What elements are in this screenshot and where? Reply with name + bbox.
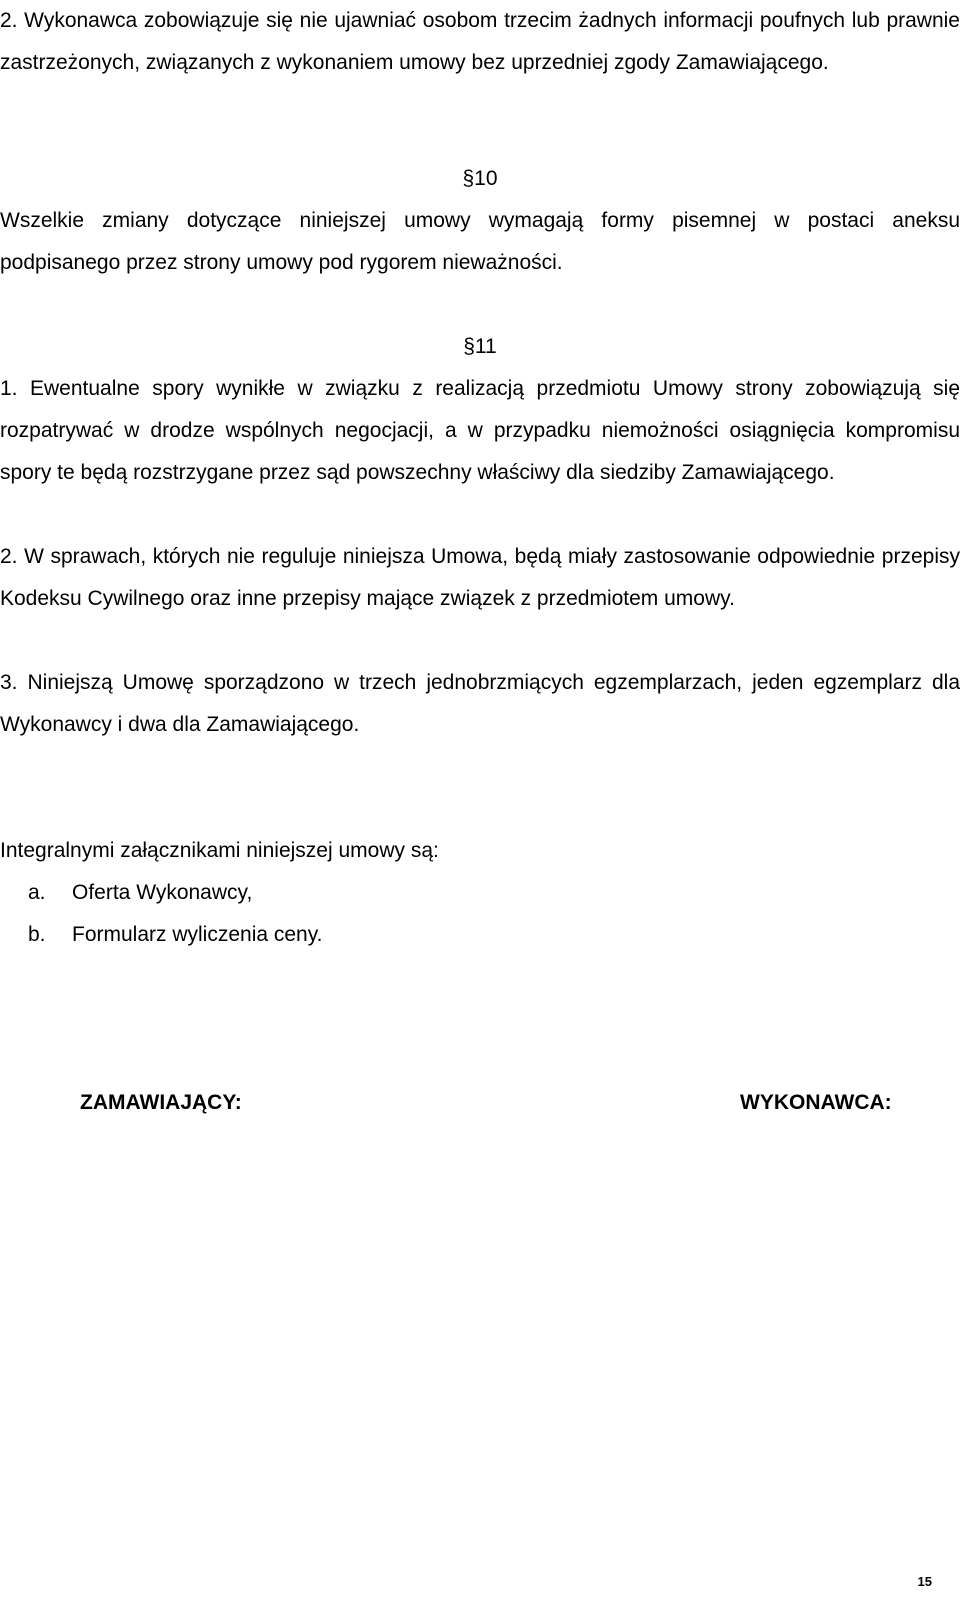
- signature-label-contractor: WYKONAWCA:: [740, 1091, 892, 1114]
- attachment-item-b: [28, 914, 323, 956]
- attachment-item-a: [28, 872, 252, 914]
- clause-9-item-2: 2. Wykonawca zobowiązuje się nie ujawniać osobom trzecim żadnych informacji poufnych lub prawnie zastrzeżonych, związanych z wykonaniem umowy bez uprzedniej zgody Zamawiającego.: [0, 9, 960, 74]
- attachment-text: Oferta Wykonawcy,: [72, 881, 253, 904]
- attachments-intro: Integralnymi załącznikami niniejszej umowy są:: [0, 839, 439, 862]
- attachment-text: Formularz wyliczenia ceny.: [72, 923, 323, 946]
- page-number: 15: [917, 1574, 932, 1589]
- section-11-heading: §11: [463, 335, 497, 358]
- section-10-heading: §10: [462, 167, 498, 190]
- attachment-marker: b.: [28, 923, 46, 946]
- section-11-item-2: 2. W sprawach, których nie reguluje niniejsza Umowa, będą miały zastosowanie odpowiednie przepisy Kodeksu Cywilnego oraz inne przepisy mające związek z przedmiotem umowy.: [0, 545, 960, 610]
- signature-label-client: ZAMAWIAJĄCY:: [80, 1091, 242, 1114]
- section-11-item-3: 3. Niniejszą Umowę sporządzono w trzech jednobrzmiących egzemplarzach, jeden egzemplarz dla Wykonawcy i dwa dla Zamawiającego.: [0, 671, 960, 736]
- section-11-item-1: 1. Ewentualne spory wynikłe w związku z realizacją przedmiotu Umowy strony zobowiązują się rozpatrywać w drodze wspólnych negocjacji, a w przypadku niemożności osiągnięcia kompromisu spory te będą rozstrzygane przez sąd powszechny właściwy dla siedziby Zamawiającego.: [0, 377, 960, 484]
- section-10-text: Wszelkie zmiany dotyczące niniejszej umowy wymagają formy pisemnej w postaci aneksu podpisanego przez strony umowy pod rygorem nieważności.: [0, 209, 960, 274]
- attachment-marker: a.: [28, 881, 46, 904]
